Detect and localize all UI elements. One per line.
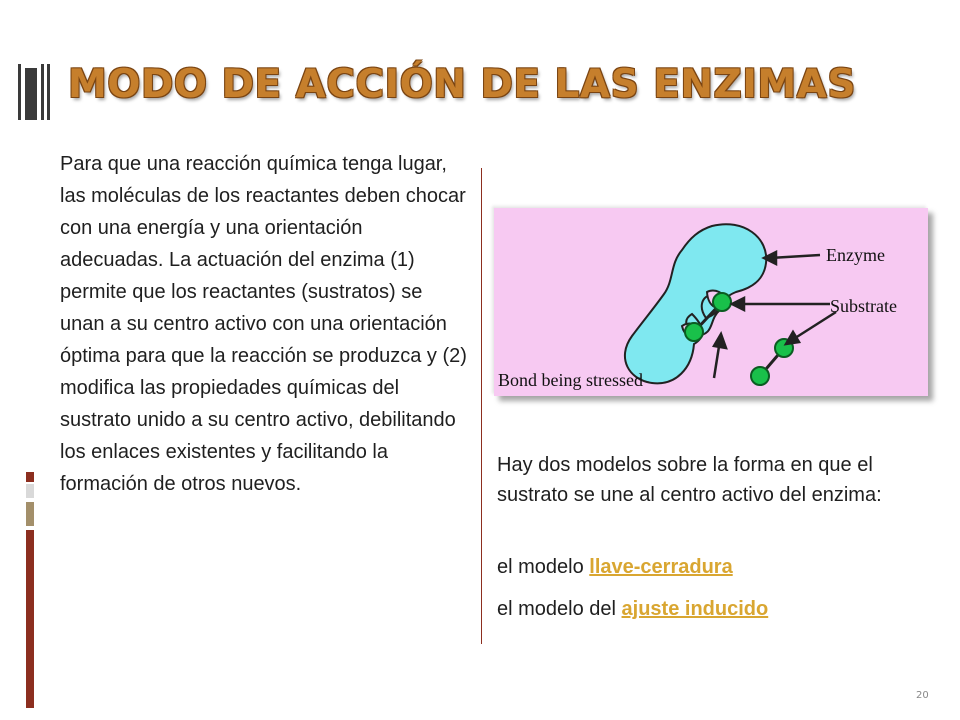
column-divider bbox=[481, 168, 482, 644]
bond-label: Bond being stressed bbox=[498, 370, 643, 390]
lock-key-model-link[interactable]: llave-cerradura bbox=[589, 556, 733, 578]
substrate-bound-1 bbox=[713, 293, 731, 311]
substrate-bound-2 bbox=[685, 323, 703, 341]
diagram-svg bbox=[494, 208, 928, 396]
left-paragraph: Para que una reacción química tenga lugar, las moléculas de los reactantes deben chocar con una energía y una orientación adecuadas. La actuación del enzima (1) permite que los reactantes (sustratos) se unan a su centro activo con una orientación óptima para que la reacción se produzca y (2) modifica las propiedades químicas del sustrato unido a su centro activo, debilitando los enlaces existentes y facilitando la formación de otros nuevos. bbox=[60, 153, 467, 495]
model-prefix: el modelo bbox=[497, 556, 590, 578]
enzyme-label: Enzyme bbox=[826, 245, 885, 265]
model-line-induced-fit bbox=[497, 598, 768, 621]
substrate-free-2 bbox=[751, 367, 769, 385]
accent-bar-grey bbox=[26, 484, 34, 498]
title-bars-icon bbox=[18, 64, 58, 120]
induced-fit-model-link[interactable]: ajuste inducido bbox=[621, 598, 769, 620]
accent-bar-tan bbox=[26, 502, 34, 526]
enzyme-substrate-diagram bbox=[494, 208, 928, 396]
substrate-label: Substrate bbox=[830, 296, 897, 316]
slide-title: MODO DE ACCIÓN DE LAS ENZIMAS bbox=[68, 62, 856, 107]
accent-bar-top bbox=[26, 472, 34, 482]
model-line-lock-key bbox=[497, 556, 733, 579]
model-prefix: el modelo del bbox=[497, 598, 622, 620]
right-paragraph: Hay dos modelos sobre la forma en que el sustrato se une al centro activo del enzima: bbox=[497, 454, 882, 506]
accent-bar-main bbox=[26, 530, 34, 708]
page-number: 20 bbox=[916, 690, 929, 701]
